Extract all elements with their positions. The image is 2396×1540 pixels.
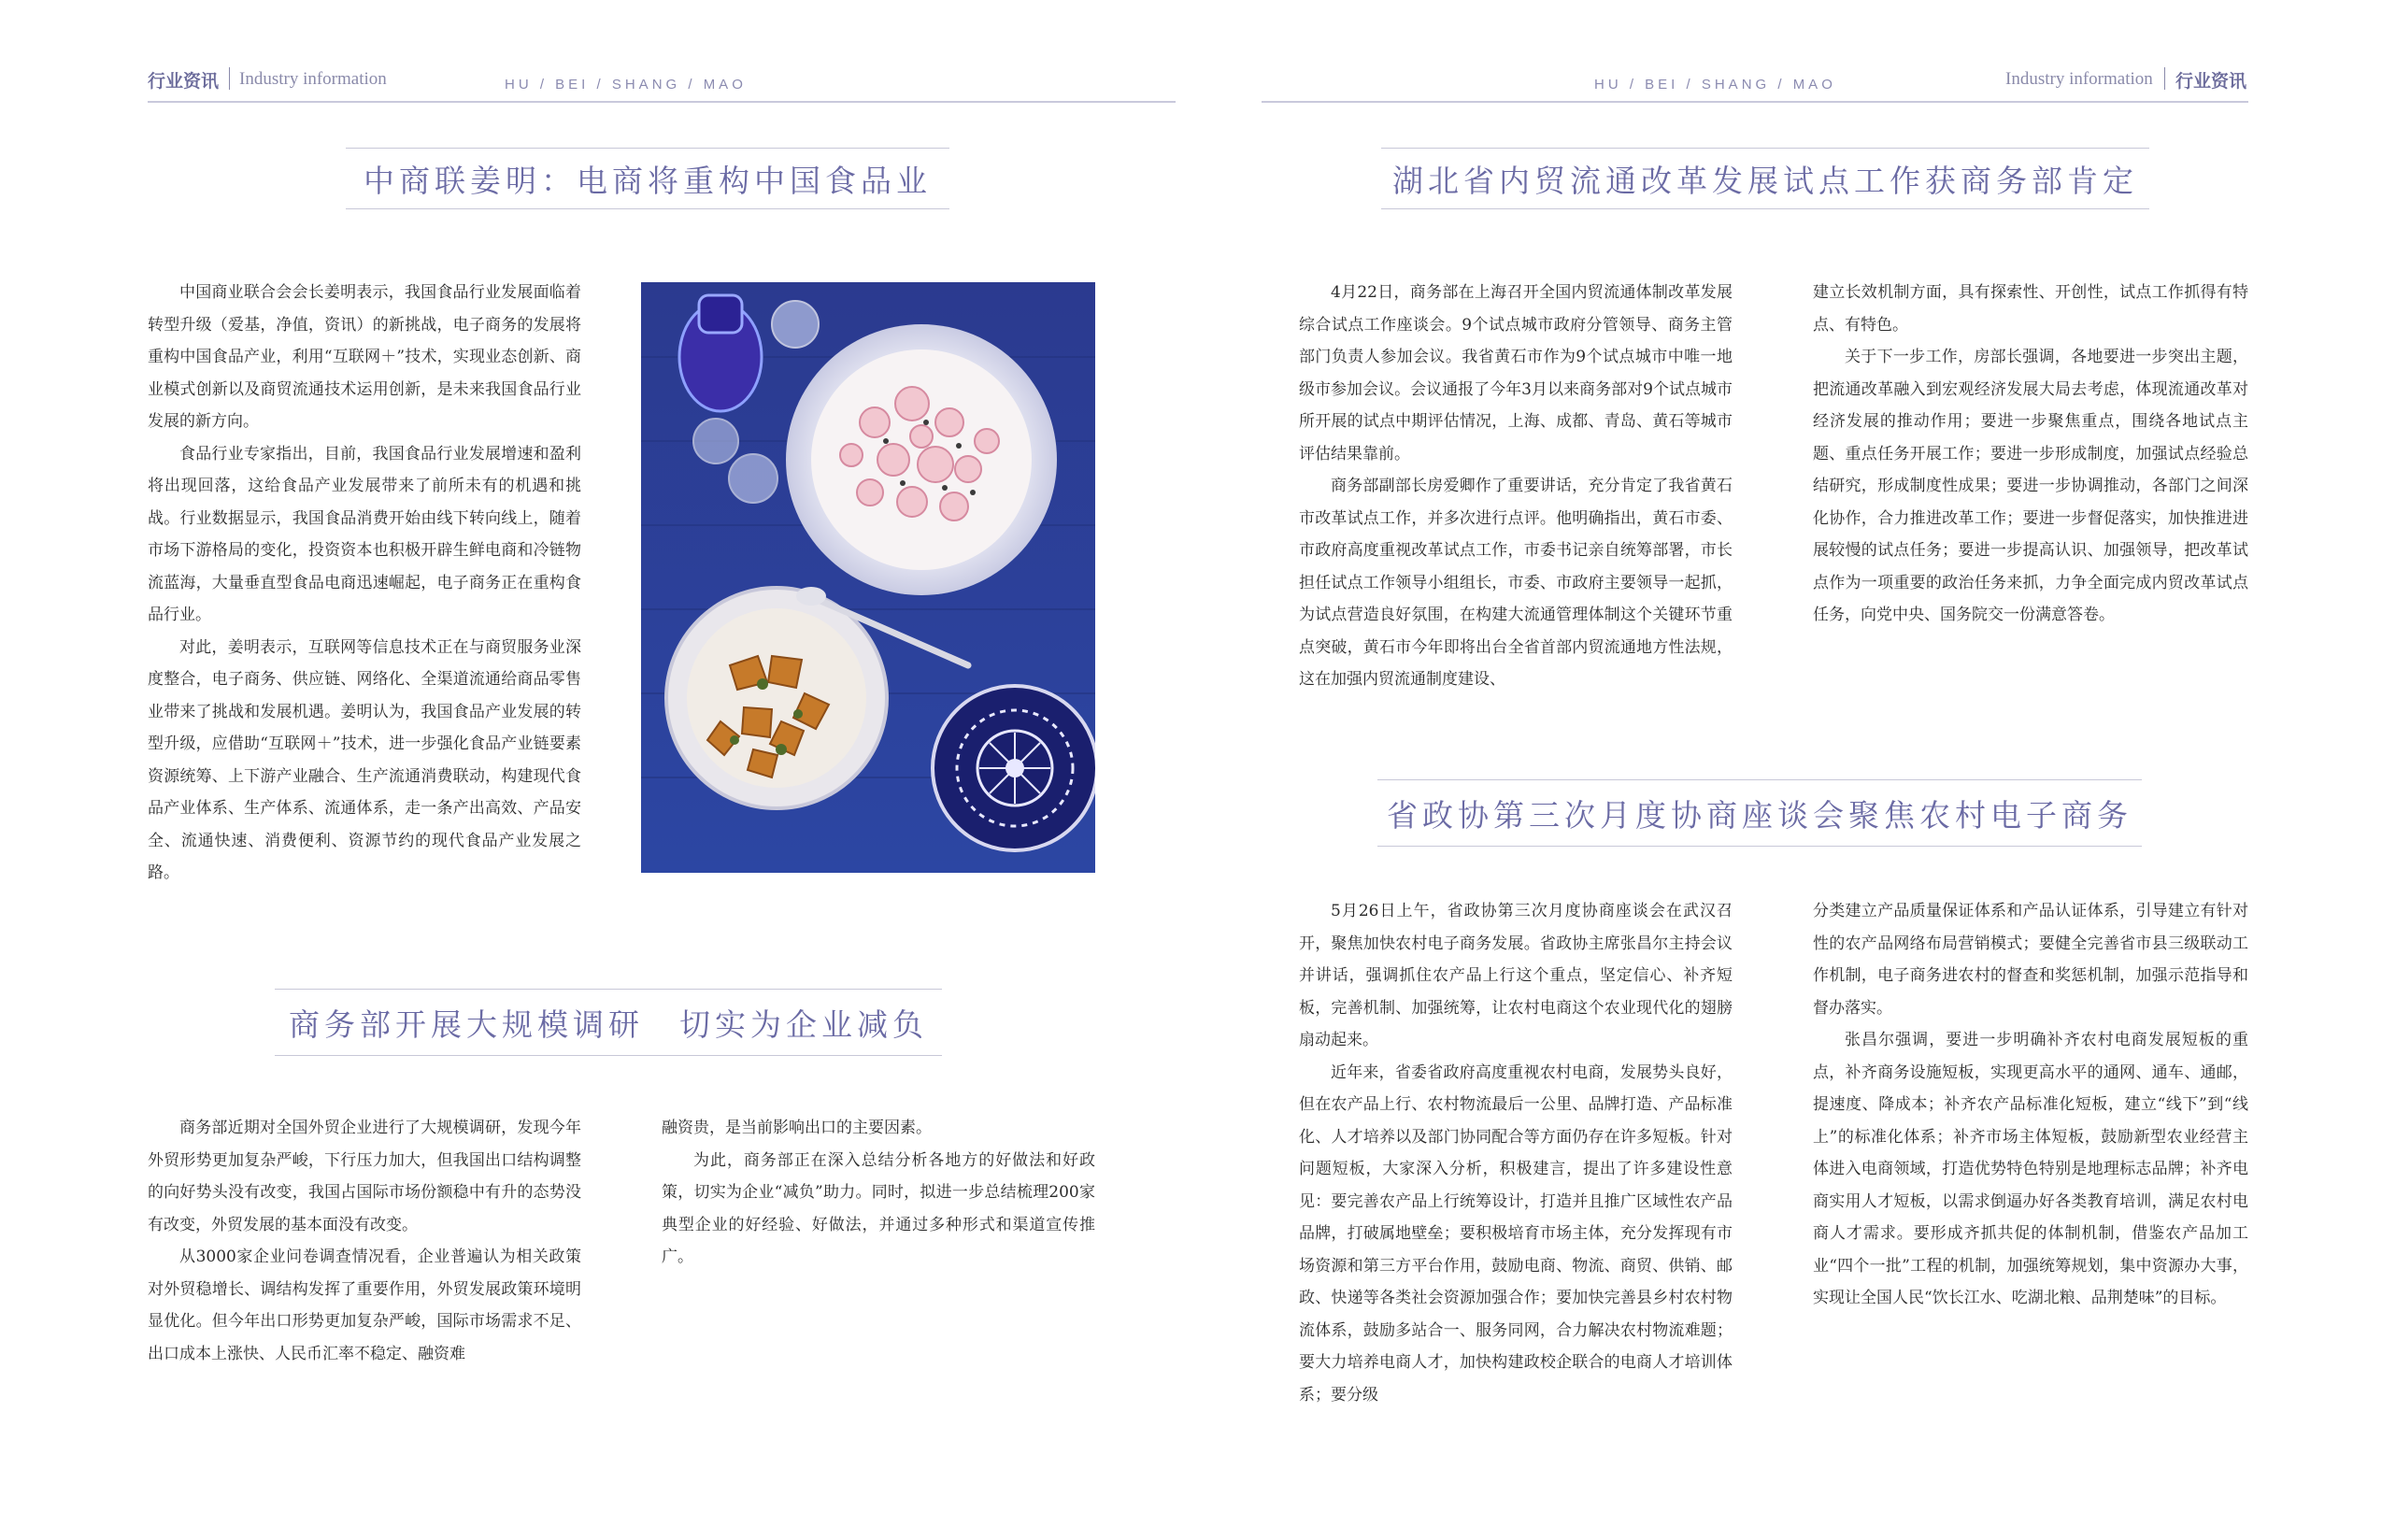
food-photo-illustration xyxy=(641,282,1095,873)
article2-column-2 xyxy=(662,1112,1095,1274)
article3-column-1 xyxy=(1299,277,1733,696)
article3-column-2 xyxy=(1813,277,2248,632)
article3-paragraph: 4月22日，商务部在上海召开全国内贸流通体制改革发展综合试点工作座谈会。9个试点城市政府分管领导、商务主管部门负责人参加会议。我省黄石市作为9个试点城市中唯一地级市参加会议。会议通报了今年3月以来商务部对9个试点城市所开展的试点中期评估情况，上海、成都、青岛、黄石等城市评估结果靠前。 xyxy=(1299,283,1733,463)
header-left-separator xyxy=(229,67,230,90)
article1-title-box xyxy=(346,148,949,209)
article2-title: 商务部开展大规模调研 切实为企业减负 xyxy=(289,1005,928,1043)
article4-column-2 xyxy=(1813,895,2248,1315)
article2-paragraph: 为此，商务部正在深入总结分析各地方的好做法和好政策，切实为企业“减负”助力。同时，拟进一步总结梳理200家典型企业的好经验、好做法，并通过多种形式和渠道宣传推广。 xyxy=(662,1150,1095,1266)
article1-paragraph: 对此，姜明表示，互联网等信息技术正在与商贸服务业深度整合，电子商务、供应链、网络化、全渠道流通给商品零售业带来了挑战和发展机遇。姜明认为，我国食品产业发展的转型升级，应借助“互联网＋”技术，进一步强化食品产业链要素资源统筹、上下游产业融合、生产流通消费联动，构建现代食品产业体系、生产体系、流通体系，走一条产出高效、产品安全、流通快速、消费便利、资源节约的现代食品产业发展之路。 xyxy=(148,637,581,882)
article4-paragraph: 张昌尔强调，要进一步明确补齐农村电商发展短板的重点，补齐商务设施短板，实现更高水平的通网、通车、通邮，提速度、降成本；补齐农产品标准化短板，建立“线下”到“线上”的标准化体系；补齐市场主体短板，鼓励新型农业经营主体进入电商领域，打造优势特色特别是地理标志品牌；补齐电商实用人才短板，以需求倒逼办好各类教育培训，满足农村电商人才需求。要形成齐抓共促的体制机制，借鉴农产品加工业“四个一批”工程的机制，加强统筹规划，集中资源办大事，实现让全国人民“饮长江水、吃湖北粮、品荆楚味”的目标。 xyxy=(1813,1031,2248,1307)
article3-title: 湖北省内贸流通改革发展试点工作获商务部肯定 xyxy=(1392,162,2138,199)
header-left-brand: HU / BEI / SHANG / MAO xyxy=(505,77,747,93)
article1-paragraph: 食品行业专家指出，目前，我国食品行业发展增速和盈利将出现回落，这给食品产业发展带来了前所未有的机遇和挑战。行业数据显示，我国食品消费开始由线下转向线上，随着市场下游格局的变化，投资资本也积极开辟生鲜电商和冷链物流蓝海，大量垂直型食品电商迅速崛起，电子商务正在重构食品行业。 xyxy=(148,444,581,624)
article3-title-box xyxy=(1381,148,2149,209)
article2-column-1 xyxy=(148,1112,581,1370)
header-right-separator xyxy=(2164,67,2165,90)
article2-title-box xyxy=(275,989,942,1056)
header-right-brand: HU / BEI / SHANG / MAO xyxy=(1594,77,1836,93)
article4-title: 省政协第三次月度协商座谈会聚焦农村电子商务 xyxy=(1387,796,2132,834)
article4-paragraph: 5月26日上午，省政协第三次月度协商座谈会在武汉召开，聚焦加快农村电子商务发展。省政协主席张昌尔主持会议并讲话，强调抓住农产品上行这个重点，坚定信心、补齐短板，完善机制、加强统筹，让农村电商这个农业现代化的翅膀扇动起来。 xyxy=(1299,902,1733,1049)
article4-paragraph-continued: 分类建立产品质量保证体系和产品认证体系，引导建立有针对性的农产品网络布局营销模式；要健全完善省市县三级联动工作机制，电子商务进农村的督查和奖惩机制，加强示范指导和督办落实。 xyxy=(1813,902,2248,1018)
header-left-rule xyxy=(148,101,1176,103)
article3-paragraph: 关于下一步工作，房部长强调，各地要进一步突出主题，把流通改革融入到宏观经济发展大局去考虑，体现流通改革对经济发展的推动作用；要进一步聚焦重点，围绕各地试点主题、重点任务开展工作；要进一步形成制度，加强试点经验总结研究，形成制度性成果；要进一步协调推动，各部门之间深化协作，合力推进改革工作；要进一步督促落实，加快推进进展较慢的试点任务；要进一步提高认识、加强领导，把改革试点作为一项重要的政治任务来抓，力争全面完成内贸改革试点任务，向党中央、国务院交一份满意答卷。 xyxy=(1813,348,2248,624)
article4-column-1 xyxy=(1299,895,1733,1411)
header-left-section-cn: 行业资讯 xyxy=(148,71,220,92)
article2-paragraph-continued: 融资贵，是当前影响出口的主要因素。 xyxy=(662,1119,932,1137)
article3-paragraph: 商务部副部长房爱卿作了重要讲话，充分肯定了我省黄石市改革试点工作，并多次进行点评。他明确指出，黄石市委、市政府高度重视改革试点工作，市委书记亲自统筹部署，市长担任试点工作领导小组组长，市委、市政府主要领导一起抓，为试点营造良好氛围，在构建大流通管理体制这个关键环节重点突破，黄石市今年即将出台全省首部内贸流通地方性法规，这在加强内贸流通制度建设、 xyxy=(1299,477,1733,689)
header-right-section-cn: 行业资讯 xyxy=(2175,71,2247,92)
article2-paragraph: 从3000家企业问卷调查情况看，企业普遍认为相关政策对外贸稳增长、调结构发挥了重要作用，外贸发展政策环境明显优化。但今年出口形势更加复杂严峻，国际市场需求不足、出口成本上涨快、人民币汇率不稳定、融资难 xyxy=(148,1248,581,1363)
article1-title: 中商联姜明：电商将重构中国食品业 xyxy=(364,162,932,199)
article4-paragraph: 近年来，省委省政府高度重视农村电商，发展势头良好，但在农产品上行、农村物流最后一公里、品牌打造、产品标准化、人才培养以及部门协同配合等方面仍存在许多短板。针对问题短板，大家深入分析，积极建言，提出了许多建设性意见：要完善农产品上行统筹设计，打造并且推广区域性农产品品牌，打破属地壁垒；要积极培育市场主体，充分发挥现有市场资源和第三方平台作用，鼓励电商、物流、商贸、供销、邮政、快递等各类社会资源加强合作；要加快完善县乡村农村物流体系，鼓励多站合一、服务同网，合力解决农村物流难题；要大力培养电商人才，加快构建政校企联合的电商人才培训体系；要分级 xyxy=(1299,1062,1733,1405)
food-photo xyxy=(641,282,1095,873)
article4-title-box xyxy=(1377,779,2142,847)
article1-body xyxy=(148,277,581,890)
article1-paragraph: 中国商业联合会会长姜明表示，我国食品行业发展面临着转型升级（爱基，净值，资讯）的新挑战，电子商务的发展将重构中国食品产业，利用“互联网＋”技术，实现业态创新、商业模式创新以及商贸流通技术运用创新，是未来我国食品行业发展的新方向。 xyxy=(148,283,581,431)
header-left-section-en: Industry information xyxy=(239,69,387,89)
header-right-section-en: Industry information xyxy=(2005,69,2153,89)
header-right-rule xyxy=(1262,101,2248,103)
article3-paragraph-continued: 建立长效机制方面，具有探索性、开创性，试点工作抓得有特点、有特色。 xyxy=(1813,283,2248,335)
article2-paragraph: 商务部近期对全国外贸企业进行了大规模调研，发现今年外贸形势更加复杂严峻，下行压力加大，但我国出口结构调整的向好势头没有改变，我国占国际市场份额稳中有升的态势没有改变，外贸发展的基本面没有改变。 xyxy=(148,1119,581,1234)
